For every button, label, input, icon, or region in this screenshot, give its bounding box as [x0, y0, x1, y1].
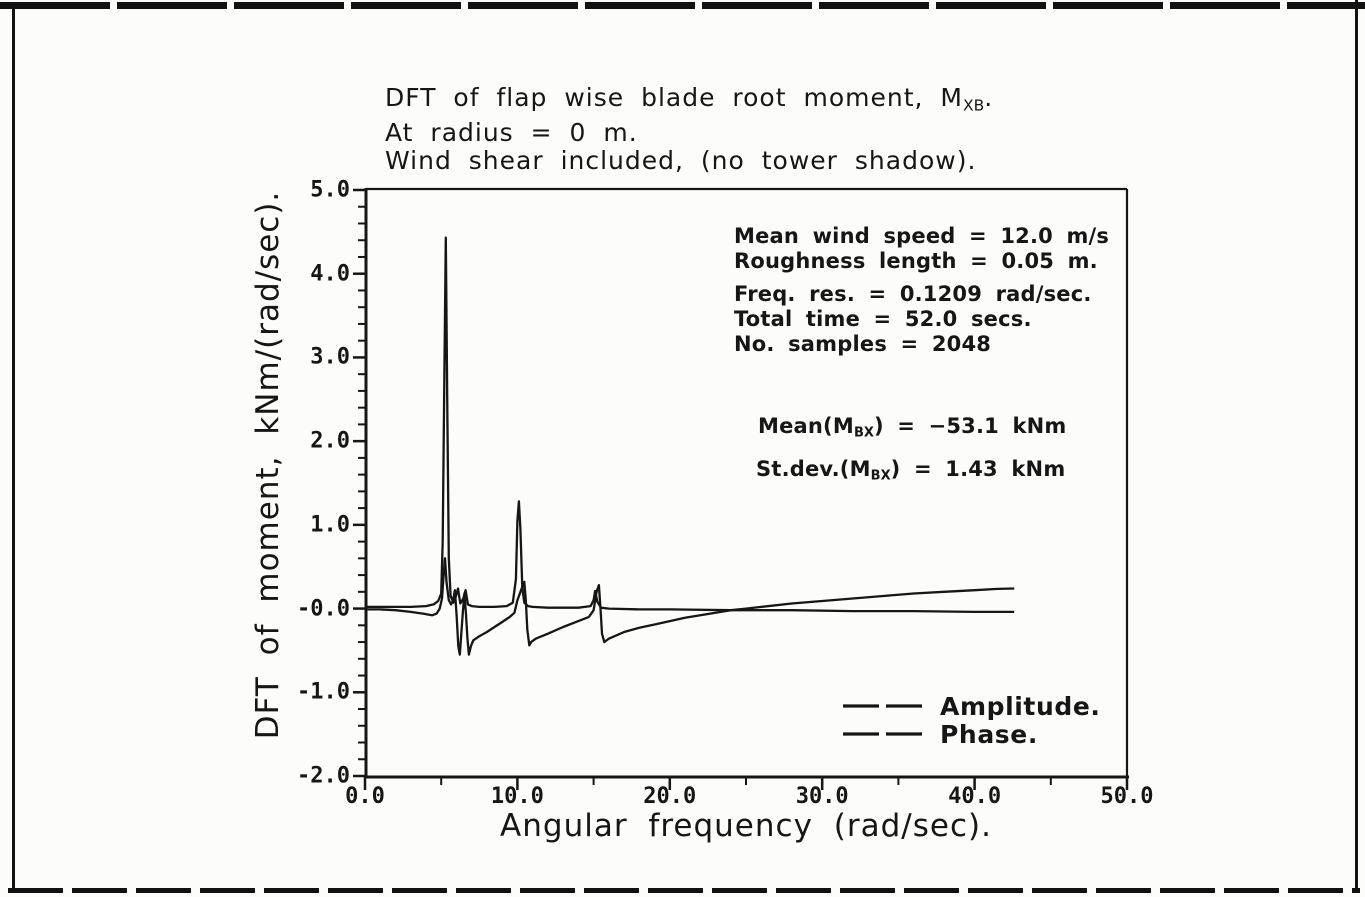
info-roughness-length: Roughness length = 0.05 m. — [734, 249, 1098, 273]
info-freq-resolution: Freq. res. = 0.1209 rad/sec. — [734, 282, 1092, 306]
y-tick-label-3: 3.0 — [310, 344, 350, 370]
x-tick-label-40: 40.0 — [948, 784, 1002, 809]
info-total-time: Total time = 52.0 secs. — [734, 307, 1032, 331]
y-tick-label-2: 2.0 — [310, 428, 350, 454]
simulation-info-block — [734, 224, 1109, 357]
x-tick-label-0: 0.0 — [345, 784, 385, 809]
y-tick-label--2: -2.0 — [297, 763, 350, 789]
info-num-samples: No. samples = 2048 — [734, 332, 992, 356]
y-tick-label-1: 1.0 — [310, 512, 350, 538]
y-tick-label-4: 4.0 — [310, 261, 350, 287]
stat-stdev-moment: $St.dev.(M_{BX}) = 1.43$ kNm — [756, 457, 1066, 484]
y-tick-label-5: 5.0 — [310, 177, 350, 203]
legend-phase-label: Phase. — [940, 720, 1038, 749]
chart-title — [385, 84, 993, 175]
x-tick-label-20: 20.0 — [643, 784, 697, 809]
y-tick-label-0: -0.0 — [297, 596, 350, 622]
chart-title-line3: Wind shear included, (no tower shadow). — [385, 146, 977, 176]
chart-title-line2: At radius = 0 m. — [385, 118, 638, 148]
y-axis-label: DFT of moment, kNm/(rad/sec). — [250, 190, 286, 740]
legend-amplitude-label: Amplitude. — [940, 692, 1101, 721]
curve-phase — [365, 558, 1014, 654]
info-mean-wind-speed: Mean wind speed = 12.0 m/s — [734, 224, 1110, 248]
x-tick-label-10: 10.0 — [490, 784, 544, 809]
stat-mean-moment: $Mean(M_{BX}) = -53.1$ kNm — [758, 414, 1067, 441]
x-axis-label: Angular frequency (rad/sec). — [500, 808, 992, 844]
chart-title-line1: DFT of flap wise blade root moment, $M_{XB}$. — [385, 83, 994, 115]
x-tick-label-50: 50.0 — [1100, 784, 1154, 809]
x-tick-label-30: 30.0 — [795, 784, 849, 809]
y-tick-label--1: -1.0 — [297, 679, 350, 705]
